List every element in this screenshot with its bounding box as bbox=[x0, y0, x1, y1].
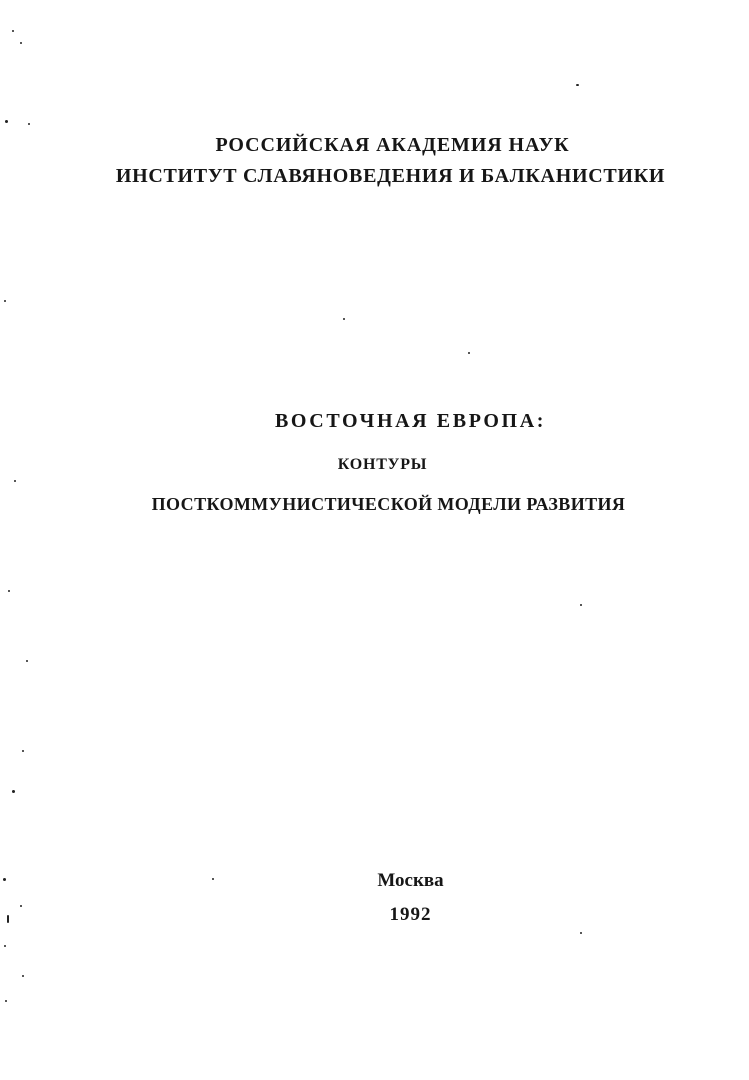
scan-speck bbox=[20, 905, 22, 907]
scan-speck bbox=[5, 120, 8, 123]
scan-speck bbox=[8, 590, 10, 592]
book-title-line-3: ПОСТКОММУНИСТИЧЕСКОЙ МОДЕЛИ РАЗВИТИЯ bbox=[151, 494, 626, 514]
scan-speck bbox=[20, 42, 22, 44]
scan-speck bbox=[3, 878, 6, 881]
scan-speck bbox=[343, 318, 345, 320]
scan-speck bbox=[22, 750, 24, 752]
scan-speck bbox=[580, 604, 582, 606]
publication-city: Москва bbox=[377, 870, 444, 891]
scan-speck bbox=[12, 30, 14, 32]
scan-speck bbox=[28, 123, 30, 125]
book-title-line-1: ВОСТОЧНАЯ ЕВРОПА: bbox=[274, 410, 547, 432]
publication-year: 1992 bbox=[389, 904, 432, 925]
scan-speck bbox=[468, 352, 470, 354]
academy-name: РОССИЙСКАЯ АКАДЕМИЯ НАУК bbox=[215, 134, 570, 156]
institute-name: ИНСТИТУТ СЛАВЯНОВЕДЕНИЯ И БАЛКАНИСТИКИ bbox=[115, 165, 666, 187]
scan-speck bbox=[12, 790, 15, 793]
book-title-line-2: КОНТУРЫ bbox=[337, 456, 428, 473]
scan-speck bbox=[14, 480, 16, 482]
scan-speck bbox=[5, 1000, 7, 1002]
scan-speck bbox=[580, 932, 582, 934]
scan-speck bbox=[4, 945, 6, 947]
scan-speck bbox=[7, 915, 9, 923]
scan-speck bbox=[212, 878, 214, 880]
scan-speck bbox=[4, 300, 6, 302]
scan-speck bbox=[22, 975, 24, 977]
scan-speck bbox=[576, 84, 579, 86]
scan-speck bbox=[26, 660, 28, 662]
